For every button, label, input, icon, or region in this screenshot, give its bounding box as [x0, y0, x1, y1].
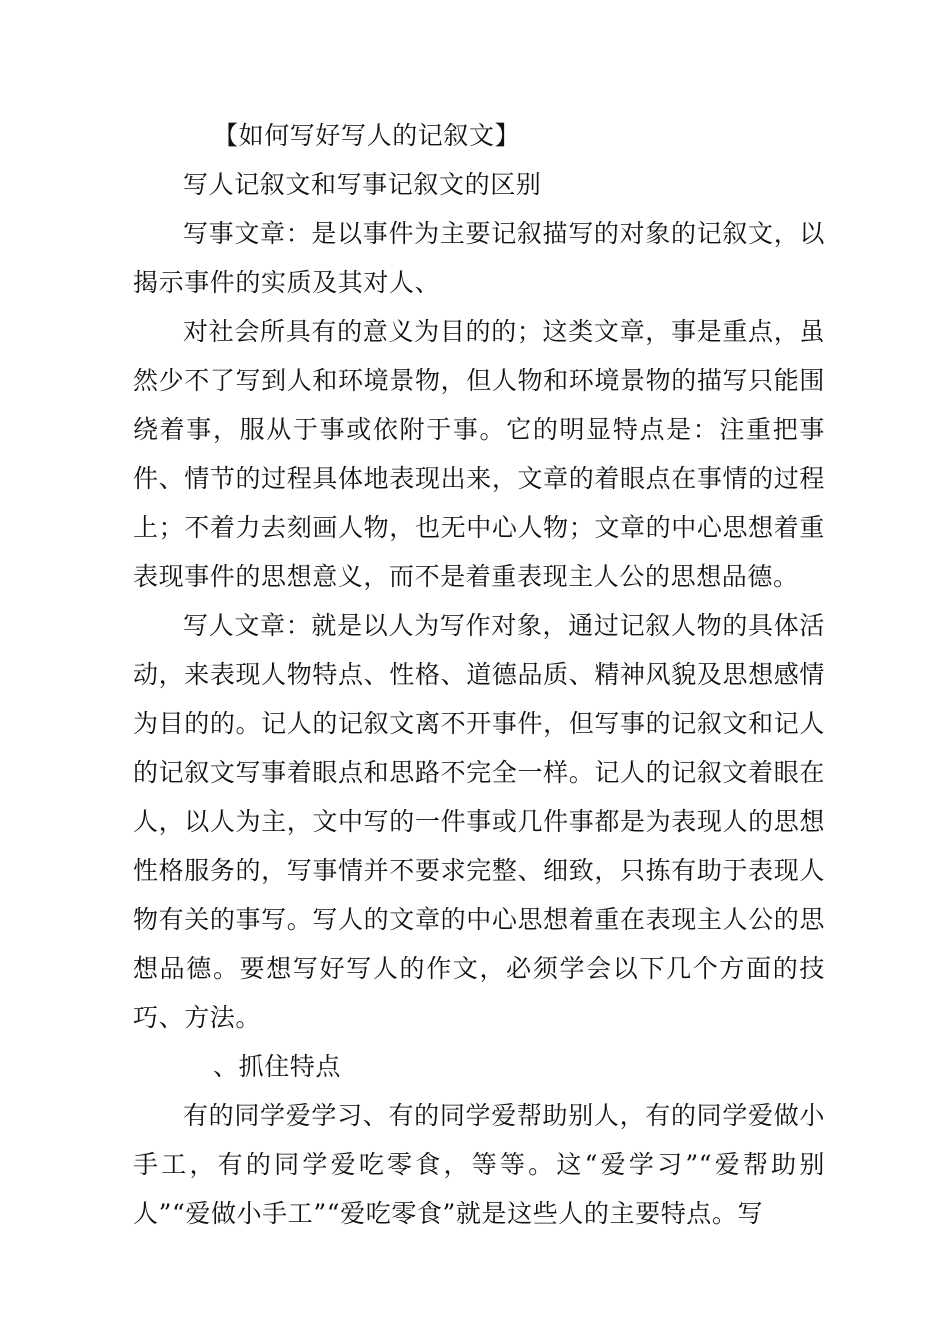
section-heading-grasp-features: 、抓住特点	[213, 1052, 342, 1081]
document-body	[133, 111, 825, 1238]
paragraph-grasp-features: 有的同学爱学习、有的同学爱帮助别人，有的同学爱做小手工，有的同学爱吃零食，等等。这“爱学习”“爱帮助别人”“爱做小手工”“爱吃零食”就是这些人的主要特点。写	[133, 1101, 825, 1228]
paragraph-write-event-detail: 对社会所具有的意义为目的的；这类文章，事是重点，虽然少不了写到人和环境景物，但人物和环境景物的描写只能围绕着事，服从于事或依附于事。它的明显特点是：注重把事件、情节的过程具体地表现出来，文章的着眼点在事情的过程上；不着力去刻画人物，也无中心人物；文章的中心思想着重表现事件的思想意义，而不是着重表现主人公的思想品德。	[133, 317, 825, 591]
document-subtitle: 写人记叙文和写事记叙文的区别	[183, 170, 542, 199]
paragraph-write-person: 写人文章：就是以人为写作对象，通过记叙人物的具体活动，来表现人物特点、性格、道德品质、精神风貌及思想感情为目的的。记人的记叙文离不开事件，但写事的记叙文和记人的记叙文写事着眼点和思路不完全一样。记人的记叙文着眼在人，以人为主，文中写的一件事或几件事都是为表现人的思想性格服务的，写事情并不要求完整、细致，只拣有助于表现人物有关的事写。写人的文章的中心思想着重在表现主人公的思想品德。要想写好写人的作文，必须学会以下几个方面的技巧、方法。	[133, 611, 825, 1032]
document-title: 【如何写好写人的记叙文】	[213, 121, 521, 150]
paragraph-write-event-intro: 写事文章：是以事件为主要记叙描写的对象的记叙文，以揭示事件的实质及其对人、	[133, 219, 825, 297]
